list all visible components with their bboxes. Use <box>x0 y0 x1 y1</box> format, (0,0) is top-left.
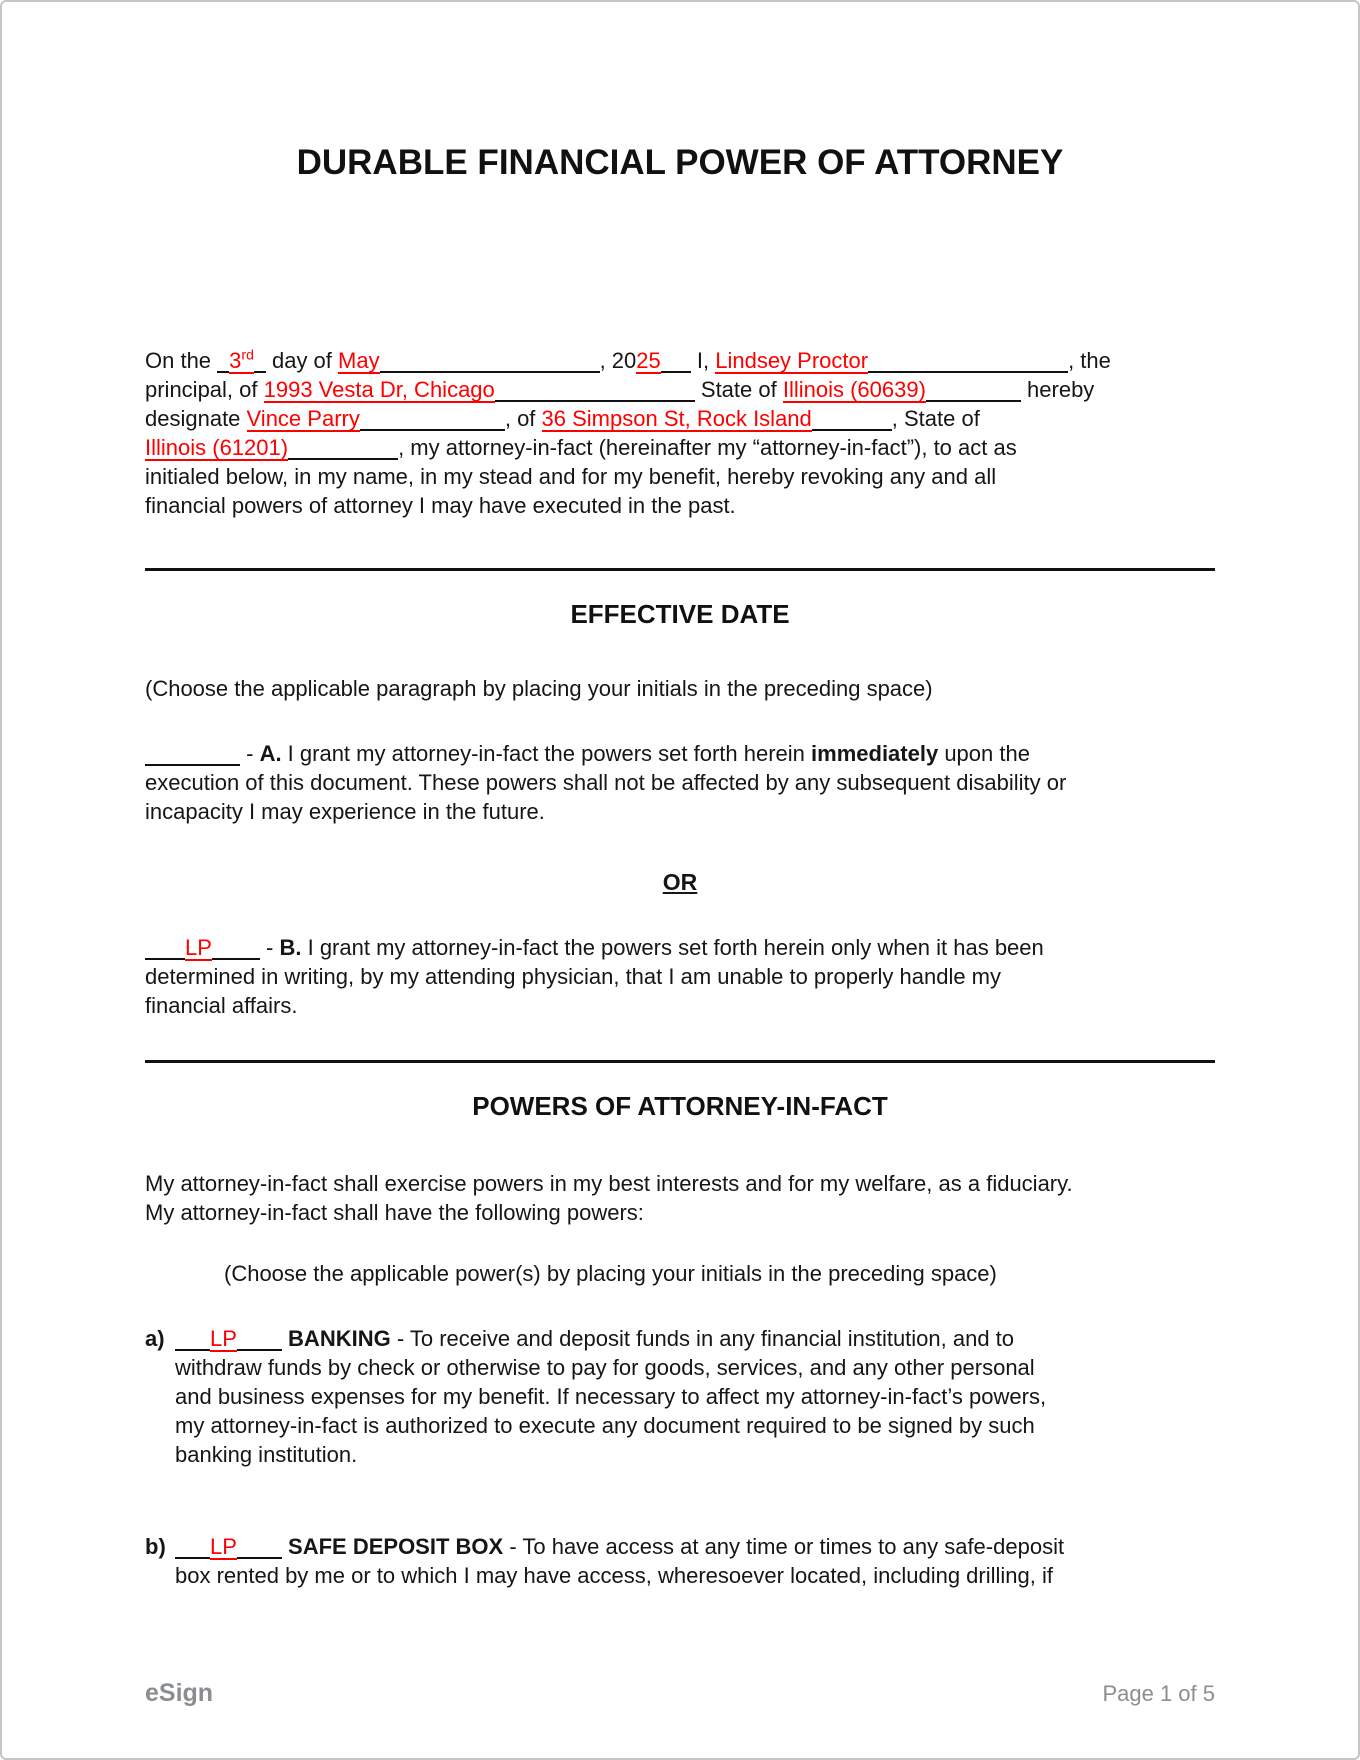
blank-field-line[interactable] <box>237 1348 282 1351</box>
page-footer <box>145 1679 1215 1708</box>
blank-field-line[interactable] <box>212 957 260 960</box>
item-marker: a) <box>145 1326 165 1351</box>
blank-field-line[interactable] <box>237 1556 282 1559</box>
blank-field-line[interactable] <box>360 428 505 431</box>
blank-field-line[interactable] <box>288 457 398 460</box>
fiduciary-paragraph <box>145 1169 1215 1227</box>
text-line: determined in writing, by my attending physician, that I am unable to properly handle my <box>145 964 1002 989</box>
filled-field-value[interactable]: May <box>338 348 380 373</box>
intro-paragraph <box>145 346 1215 520</box>
text-line: banking institution. <box>175 1442 358 1467</box>
text-line: box rented by me or to which I may have access, wheresoever located, including drilling, if <box>175 1563 1053 1588</box>
filled-field-value[interactable]: Vince Parry <box>246 406 360 431</box>
bold-text: SAFE DEPOSIT BOX <box>288 1534 504 1559</box>
effective-date-heading: EFFECTIVE DATE <box>570 599 790 629</box>
blank-field-line[interactable] <box>926 399 1021 402</box>
power-item-safe-deposit-box <box>145 1532 1215 1590</box>
filled-field-value[interactable]: LP <box>185 935 212 960</box>
text-line: designate Vince Parry , of 36 Simpson St, Rock Island , State of <box>145 406 980 431</box>
filled-field-value[interactable]: 3rd <box>229 346 254 373</box>
document-title: DURABLE FINANCIAL POWER OF ATTORNEY <box>296 143 1064 182</box>
item-marker: b) <box>145 1534 166 1559</box>
text-line: principal, of 1993 Vesta Dr, Chicago State of Illinois (60639) hereby <box>145 377 1095 402</box>
text-line: financial affairs. <box>145 993 298 1018</box>
blank-field-line[interactable] <box>145 957 185 960</box>
section-divider <box>145 1060 1215 1063</box>
or-label: OR <box>662 869 698 895</box>
filled-field-value[interactable]: Illinois (60639) <box>782 377 926 402</box>
text-line: My attorney-in-fact shall have the following powers: <box>145 1200 644 1225</box>
text-line: My attorney-in-fact shall exercise powers in my best interests and for my welfare, as a fiduciary. <box>145 1171 1073 1196</box>
blank-field-line[interactable] <box>495 399 695 402</box>
text-line: On the 3rd day of May , 2025 I, Lindsey Proctor , the <box>145 346 1111 373</box>
blank-field-line[interactable] <box>661 370 691 373</box>
bold-text: A. <box>259 741 282 766</box>
filled-field-value[interactable]: Lindsey Proctor <box>715 348 869 373</box>
text-line: financial powers of attorney I may have executed in the past. <box>145 493 736 518</box>
choose-paragraph-note: (Choose the applicable paragraph by placing your initials in the preceding space) <box>145 676 933 701</box>
filled-field-value[interactable]: 25 <box>636 348 661 373</box>
item-text <box>175 1324 1215 1469</box>
filled-field-value[interactable]: Illinois (61201) <box>145 435 289 460</box>
esign-logo: eSign <box>145 1679 214 1707</box>
text-line: and business expenses for my benefit. If necessary to affect my attorney-in-fact’s powers, <box>175 1384 1047 1409</box>
blank-field-line[interactable] <box>812 428 892 431</box>
text-line: initialed below, in my name, in my stead and for my benefit, hereby revoking any and all <box>145 464 997 489</box>
text-line: withdraw funds by check or otherwise to pay for goods, services, and any other personal <box>175 1355 1035 1380</box>
item-text <box>175 1532 1215 1590</box>
blank-field-line[interactable] <box>868 370 1068 373</box>
section-divider <box>145 568 1215 571</box>
power-item-banking <box>145 1324 1215 1469</box>
filled-field-value[interactable]: LP <box>210 1326 237 1351</box>
text-line: my attorney-in-fact is authorized to execute any document required to be signed by such <box>175 1413 1035 1438</box>
document-content <box>2 2 1358 1590</box>
filled-field-value[interactable]: LP <box>210 1534 237 1559</box>
blank-field-line[interactable] <box>145 763 240 766</box>
blank-field-line[interactable] <box>175 1556 210 1559</box>
blank-field-line[interactable] <box>380 370 600 373</box>
filled-field-value[interactable]: 36 Simpson St, Rock Island <box>541 406 812 431</box>
text-line: execution of this document. These powers shall not be affected by any subsequent disability or <box>145 770 1067 795</box>
paragraph-b <box>145 933 1215 1020</box>
blank-field-line[interactable] <box>175 1348 210 1351</box>
powers-heading: POWERS OF ATTORNEY-IN-FACT <box>472 1091 888 1121</box>
paragraph-a <box>145 739 1215 826</box>
bold-text: B. <box>279 935 302 960</box>
page-number: Page 1 of 5 <box>1102 1681 1215 1706</box>
blank-field-line[interactable] <box>254 370 266 373</box>
text-line: LP SAFE DEPOSIT BOX - To have access at any time or times to any safe-deposit <box>175 1532 1215 1561</box>
text-line: LP BANKING - To receive and deposit funds in any financial institution, and to <box>175 1324 1215 1353</box>
text-line: incapacity I may experience in the future. <box>145 799 545 824</box>
choose-powers-note: (Choose the applicable power(s) by placing your initials in the preceding space) <box>224 1261 997 1286</box>
text-line: Illinois (61201) , my attorney-in-fact (hereinafter my “attorney-in-fact”), to act as <box>145 435 1017 460</box>
text-line: LP - B. I grant my attorney-in-fact the powers set forth herein only when it has been <box>145 933 1215 962</box>
bold-text: BANKING <box>288 1326 391 1351</box>
blank-field-line[interactable] <box>217 370 229 373</box>
text-line: - A. I grant my attorney-in-fact the powers set forth herein immediately upon the <box>145 739 1215 768</box>
filled-field-value[interactable]: 1993 Vesta Dr, Chicago <box>263 377 495 402</box>
bold-text: immediately <box>811 741 939 766</box>
